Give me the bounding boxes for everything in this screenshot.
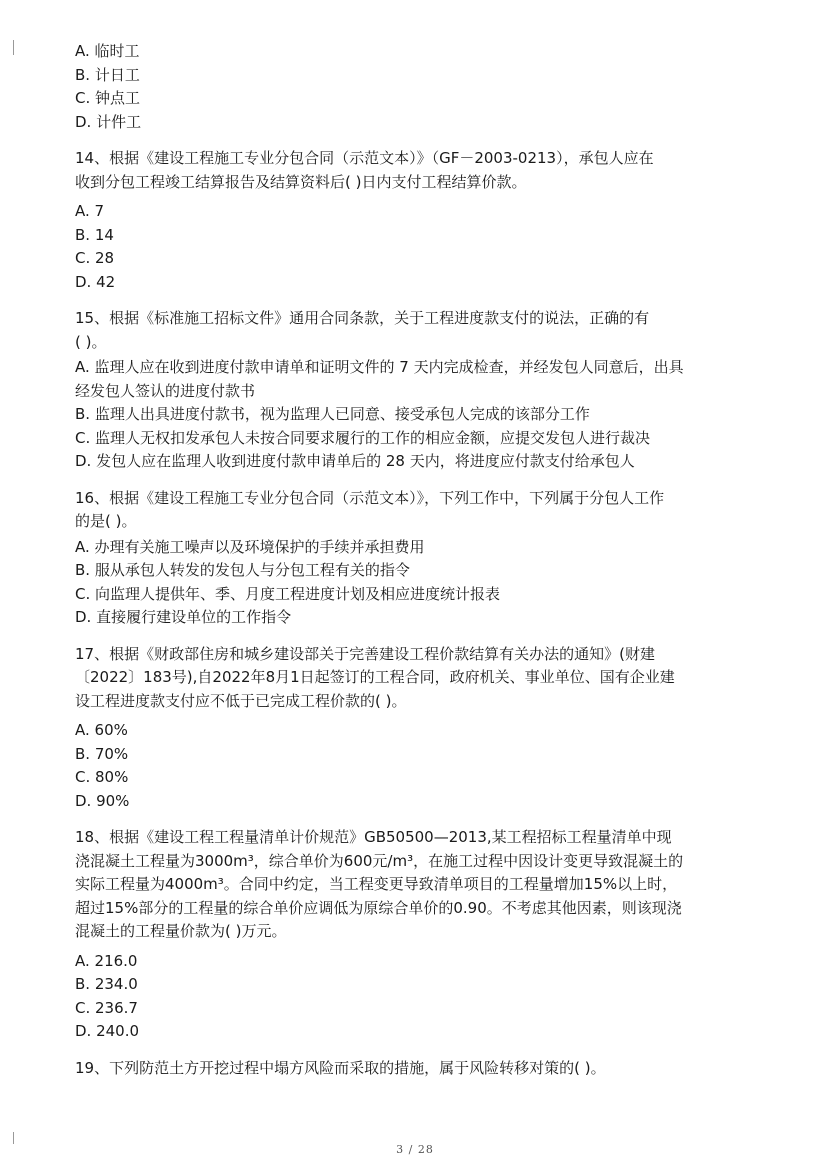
question-stem: 设工程进度款支付应不低于已完成工程价款的( )。 xyxy=(75,691,407,710)
question-17 xyxy=(75,643,765,814)
question-stem: 的是( )。 xyxy=(75,512,137,530)
question-19 xyxy=(75,1057,765,1081)
option: A. 216.0 xyxy=(75,951,138,970)
question-stem: 17、根据《财政部住房和城乡建设部关于完善建设工程价款结算有关办法的通知》(财建 xyxy=(75,644,655,663)
option: B. 14 xyxy=(75,225,114,244)
option: C. 监理人无权扣发承包人未按合同要求履行的工作的相应金额，应提交发包人进行裁决 xyxy=(75,428,651,447)
question-stem: 浇混凝土工程量为3000m³，综合单价为600元/m³，在施工过程中因设计变更导致混凝土的 xyxy=(75,851,684,870)
question-18 xyxy=(75,826,765,1044)
option: B. 计日工 xyxy=(75,65,140,84)
question-15 xyxy=(75,307,765,474)
option: C. 80% xyxy=(75,768,129,786)
option: A. 办理有关施工噪声以及环境保护的手续并承担费用 xyxy=(75,537,425,556)
question-stem: 19、下列防范土方开挖过程中塌方风险而采取的措施，属于风险转移对策的( )。 xyxy=(75,1058,606,1077)
page-content xyxy=(75,40,765,1080)
question-stem: 实际工程量为4000m³。合同中约定，当工程变更导致清单项目的工程量增加15%以上时， xyxy=(75,875,678,893)
option: C. 28 xyxy=(75,249,115,267)
option: B. 服从承包人转发的发包人与分包工程有关的指令 xyxy=(75,561,410,579)
previous-question-options xyxy=(75,40,765,134)
question-16 xyxy=(75,487,765,630)
page-edge-mark xyxy=(13,40,14,55)
page-number: 3 / 28 xyxy=(396,1143,434,1156)
option: B. 234.0 xyxy=(75,975,138,993)
option: C. 钟点工 xyxy=(75,89,141,107)
option: A. 7 xyxy=(75,202,105,220)
question-stem: 15、根据《标准施工招标文件》通用合同条款，关于工程进度款支付的说法，正确的有 xyxy=(75,309,650,327)
option: D. 计件工 xyxy=(75,112,142,131)
question-stem: ( )。 xyxy=(75,332,107,351)
question-stem: 18、根据《建设工程工程量清单计价规范》GB50500—2013,某工程招标工程量清单中现 xyxy=(75,828,672,846)
question-stem: 〔2022〕183号),自2022年8月1日起签订的工程合同，政府机关、事业单位、国有企业建 xyxy=(75,668,675,686)
question-stem: 14、根据《建设工程施工专业分包合同（示范文本）》（GF－2003-0213），承包人应在 xyxy=(75,149,654,167)
option: A. 临时工 xyxy=(75,42,140,60)
question-stem: 超过15%部分的工程量的综合单价应调低为原综合单价的0.90。不考虑其他因素，则该现浇 xyxy=(75,898,682,917)
option: D. 直接履行建设单位的工作指令 xyxy=(75,608,292,626)
option: C. 向监理人提供年、季、月度工程进度计划及相应进度统计报表 xyxy=(75,584,501,603)
option: A. 监理人应在收到进度付款申请单和证明文件的 7 天内完成检查，并经发包人同意后，出具 xyxy=(75,358,684,376)
option: B. 监理人出具进度付款书，视为监理人已同意、接受承包人完成的该部分工作 xyxy=(75,405,590,423)
option: C. 236.7 xyxy=(75,998,138,1017)
option: 经发包人签认的进度付款书 xyxy=(75,381,256,400)
option: D. 240.0 xyxy=(75,1022,140,1040)
question-stem: 收到分包工程竣工结算报告及结算资料后( )日内支付工程结算价款。 xyxy=(75,172,527,191)
option: B. 70% xyxy=(75,744,129,763)
question-stem: 混凝土的工程量价款为( )万元。 xyxy=(75,922,287,940)
option: A. 60% xyxy=(75,721,128,739)
option: D. 90% xyxy=(75,791,130,810)
question-stem: 16、根据《建设工程施工专业分包合同（示范文本）》，下列工作中，下列属于分包人工作 xyxy=(75,488,665,507)
question-14 xyxy=(75,147,765,294)
option: D. 发包人应在监理人收到进度付款申请单后的 28 天内，将进度应付款支付给承包人 xyxy=(75,452,635,470)
option: D. 42 xyxy=(75,272,116,291)
